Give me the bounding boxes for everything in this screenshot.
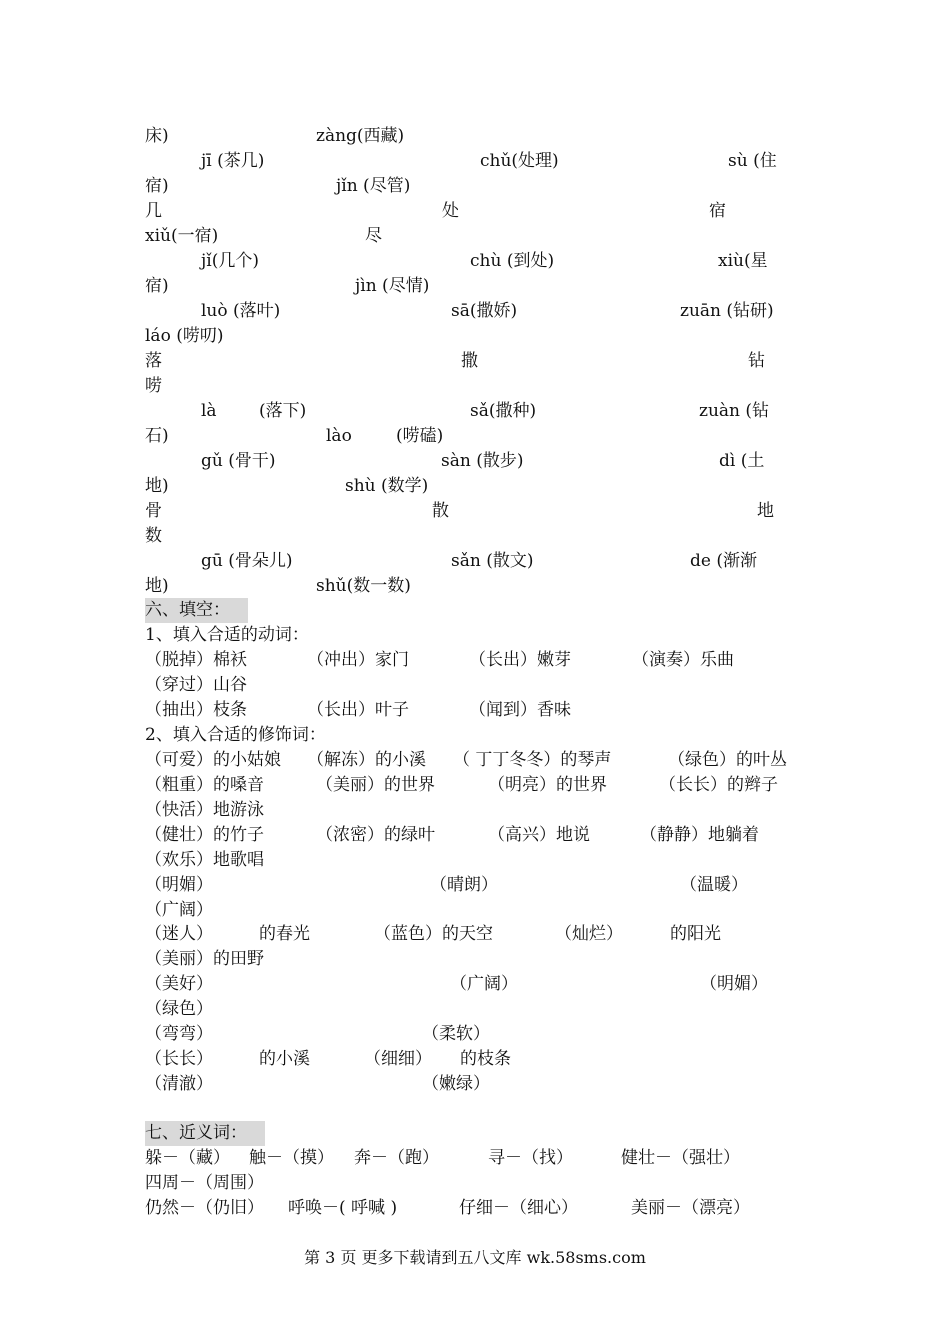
text-segment: （美好）	[145, 974, 213, 994]
text-segment: （美丽）的世界	[316, 775, 435, 795]
text-segment: láo (唠叨)	[145, 326, 224, 346]
text-segment: （明亮）的世界	[488, 775, 607, 795]
text-segment: xiù(星	[718, 251, 768, 271]
text-segment: 地)	[145, 576, 169, 596]
text-segment: （长长）的辫子	[659, 775, 778, 795]
text-segment: (唠磕)	[396, 426, 444, 446]
text-segment: de (渐渐	[690, 551, 757, 571]
text-segment: zuān (钻研)	[680, 301, 774, 321]
text-segment: （灿烂）	[555, 924, 623, 944]
text-segment: 仍然－（仍旧）	[145, 1198, 264, 1218]
text-segment: （弯弯）	[145, 1024, 213, 1044]
text-segment: 宿	[709, 201, 726, 221]
text-segment: jǐ(几个)	[201, 251, 259, 271]
text-segment: （温暖）	[680, 875, 748, 895]
text-segment: （高兴）地说	[488, 825, 590, 845]
text-segment: 地	[757, 501, 774, 521]
text-segment: 寻－（找）	[488, 1148, 573, 1168]
text-segment: 1、填入合适的动词：	[145, 625, 309, 645]
text-segment: （冲出）家门	[307, 650, 409, 670]
text-segment: 躲－（藏）	[145, 1148, 230, 1168]
text-segment: 的枝条	[460, 1049, 511, 1069]
text-segment: （长长）	[145, 1049, 213, 1069]
text-segment: là	[201, 401, 217, 421]
text-segment: （细细）	[364, 1049, 432, 1069]
text-segment: （演奏）乐曲	[632, 650, 734, 670]
section-heading: 六、填空：	[145, 598, 248, 623]
text-segment: （广阔）	[145, 900, 213, 920]
text-segment: 2、填入合适的修饰词：	[145, 725, 326, 745]
text-segment: （明媚）	[700, 974, 768, 994]
text-segment: （欢乐）地歌唱	[145, 850, 264, 870]
text-segment: （迷人）	[145, 924, 213, 944]
text-segment: (落下)	[259, 401, 307, 421]
text-segment: （晴朗）	[430, 875, 498, 895]
text-segment: 宿)	[145, 276, 169, 296]
text-segment: （脱掉）棉袄	[145, 650, 247, 670]
text-segment: sā(撒娇)	[451, 301, 518, 321]
text-segment: jìn (尽情)	[355, 276, 430, 296]
text-segment: 唠	[145, 376, 162, 396]
text-segment: 宿)	[145, 176, 169, 196]
text-segment: gǔ (骨干)	[201, 451, 276, 471]
text-segment: 数	[145, 526, 162, 546]
text-segment: zàng(西藏)	[316, 126, 405, 146]
text-segment: sǎ(撒种)	[470, 401, 537, 421]
text-segment: （嫩绿）	[422, 1074, 490, 1094]
text-segment: 呼唤－( 呼喊 )	[288, 1198, 398, 1218]
text-segment: （快活）地游泳	[145, 800, 264, 820]
text-segment: dì (土	[719, 451, 765, 471]
text-segment: （美丽）的田野	[145, 949, 264, 969]
text-segment: （浓密）的绿叶	[316, 825, 435, 845]
text-segment: chù (到处)	[470, 251, 555, 271]
text-segment: luò (落叶)	[201, 301, 281, 321]
text-segment: （解冻）的小溪	[307, 750, 426, 770]
text-segment: 尽	[365, 226, 382, 246]
text-segment: 床)	[145, 126, 169, 146]
text-segment: sàn (散步)	[441, 451, 524, 471]
text-segment: （抽出）枝条	[145, 700, 247, 720]
text-segment: 健壮－（强壮）	[621, 1148, 740, 1168]
text-segment: jǐn (尽管)	[336, 176, 411, 196]
text-segment: 仔细－（细心）	[459, 1198, 578, 1218]
text-segment: 的春光	[259, 924, 310, 944]
text-segment: 的小溪	[259, 1049, 310, 1069]
text-segment: （ 丁丁冬冬）的琴声	[453, 750, 612, 770]
text-segment: shù (数学)	[345, 476, 429, 496]
text-segment: （蓝色）的天空	[374, 924, 493, 944]
text-segment: 散	[432, 501, 449, 521]
text-segment: xiǔ(一宿)	[145, 226, 219, 246]
text-segment: （柔软）	[422, 1024, 490, 1044]
text-segment: shǔ(数一数)	[316, 576, 411, 596]
text-segment: lào	[326, 426, 352, 446]
text-segment: 四周－（周围）	[145, 1173, 264, 1193]
text-segment: （健壮）的竹子	[145, 825, 264, 845]
text-segment: 撒	[461, 351, 478, 371]
text-segment: 的阳光	[670, 924, 721, 944]
text-segment: sǎn (散文)	[451, 551, 534, 571]
text-segment: （长出）叶子	[307, 700, 409, 720]
text-segment: （长出）嫩芽	[469, 650, 571, 670]
text-segment: 石)	[145, 426, 169, 446]
text-segment: 奔－（跑）	[354, 1148, 439, 1168]
text-segment: 钻	[748, 351, 765, 371]
text-segment: gū (骨朵儿)	[201, 551, 293, 571]
text-segment: （明媚）	[145, 875, 213, 895]
text-segment: 触－（摸）	[249, 1148, 334, 1168]
text-segment: （清澈）	[145, 1074, 213, 1094]
text-segment: chǔ(处理)	[480, 151, 559, 171]
text-segment: 美丽－（漂亮）	[631, 1198, 750, 1218]
text-segment: 处	[442, 201, 459, 221]
text-segment: （绿色）的叶丛	[668, 750, 787, 770]
text-segment: （可爱）的小姑娘	[145, 750, 281, 770]
text-segment: 几	[145, 201, 162, 221]
text-segment: 落	[145, 351, 162, 371]
text-segment: （粗重）的嗓音	[145, 775, 264, 795]
text-segment: sù (住	[728, 151, 777, 171]
text-segment: （绿色）	[145, 999, 213, 1019]
text-segment: zuàn (钻	[699, 401, 770, 421]
text-segment: 骨	[145, 501, 162, 521]
text-segment: （广阔）	[450, 974, 518, 994]
text-segment: jī (茶几)	[201, 151, 265, 171]
text-segment: 地)	[145, 476, 169, 496]
text-segment: （闻到）香味	[469, 700, 571, 720]
page-footer: 第 3 页 更多下载请到五八文库 wk.58sms.com	[304, 1248, 646, 1267]
text-segment: （静静）地躺着	[640, 825, 759, 845]
text-segment: （穿过）山谷	[145, 675, 247, 695]
section-heading: 七、近义词：	[145, 1121, 265, 1146]
